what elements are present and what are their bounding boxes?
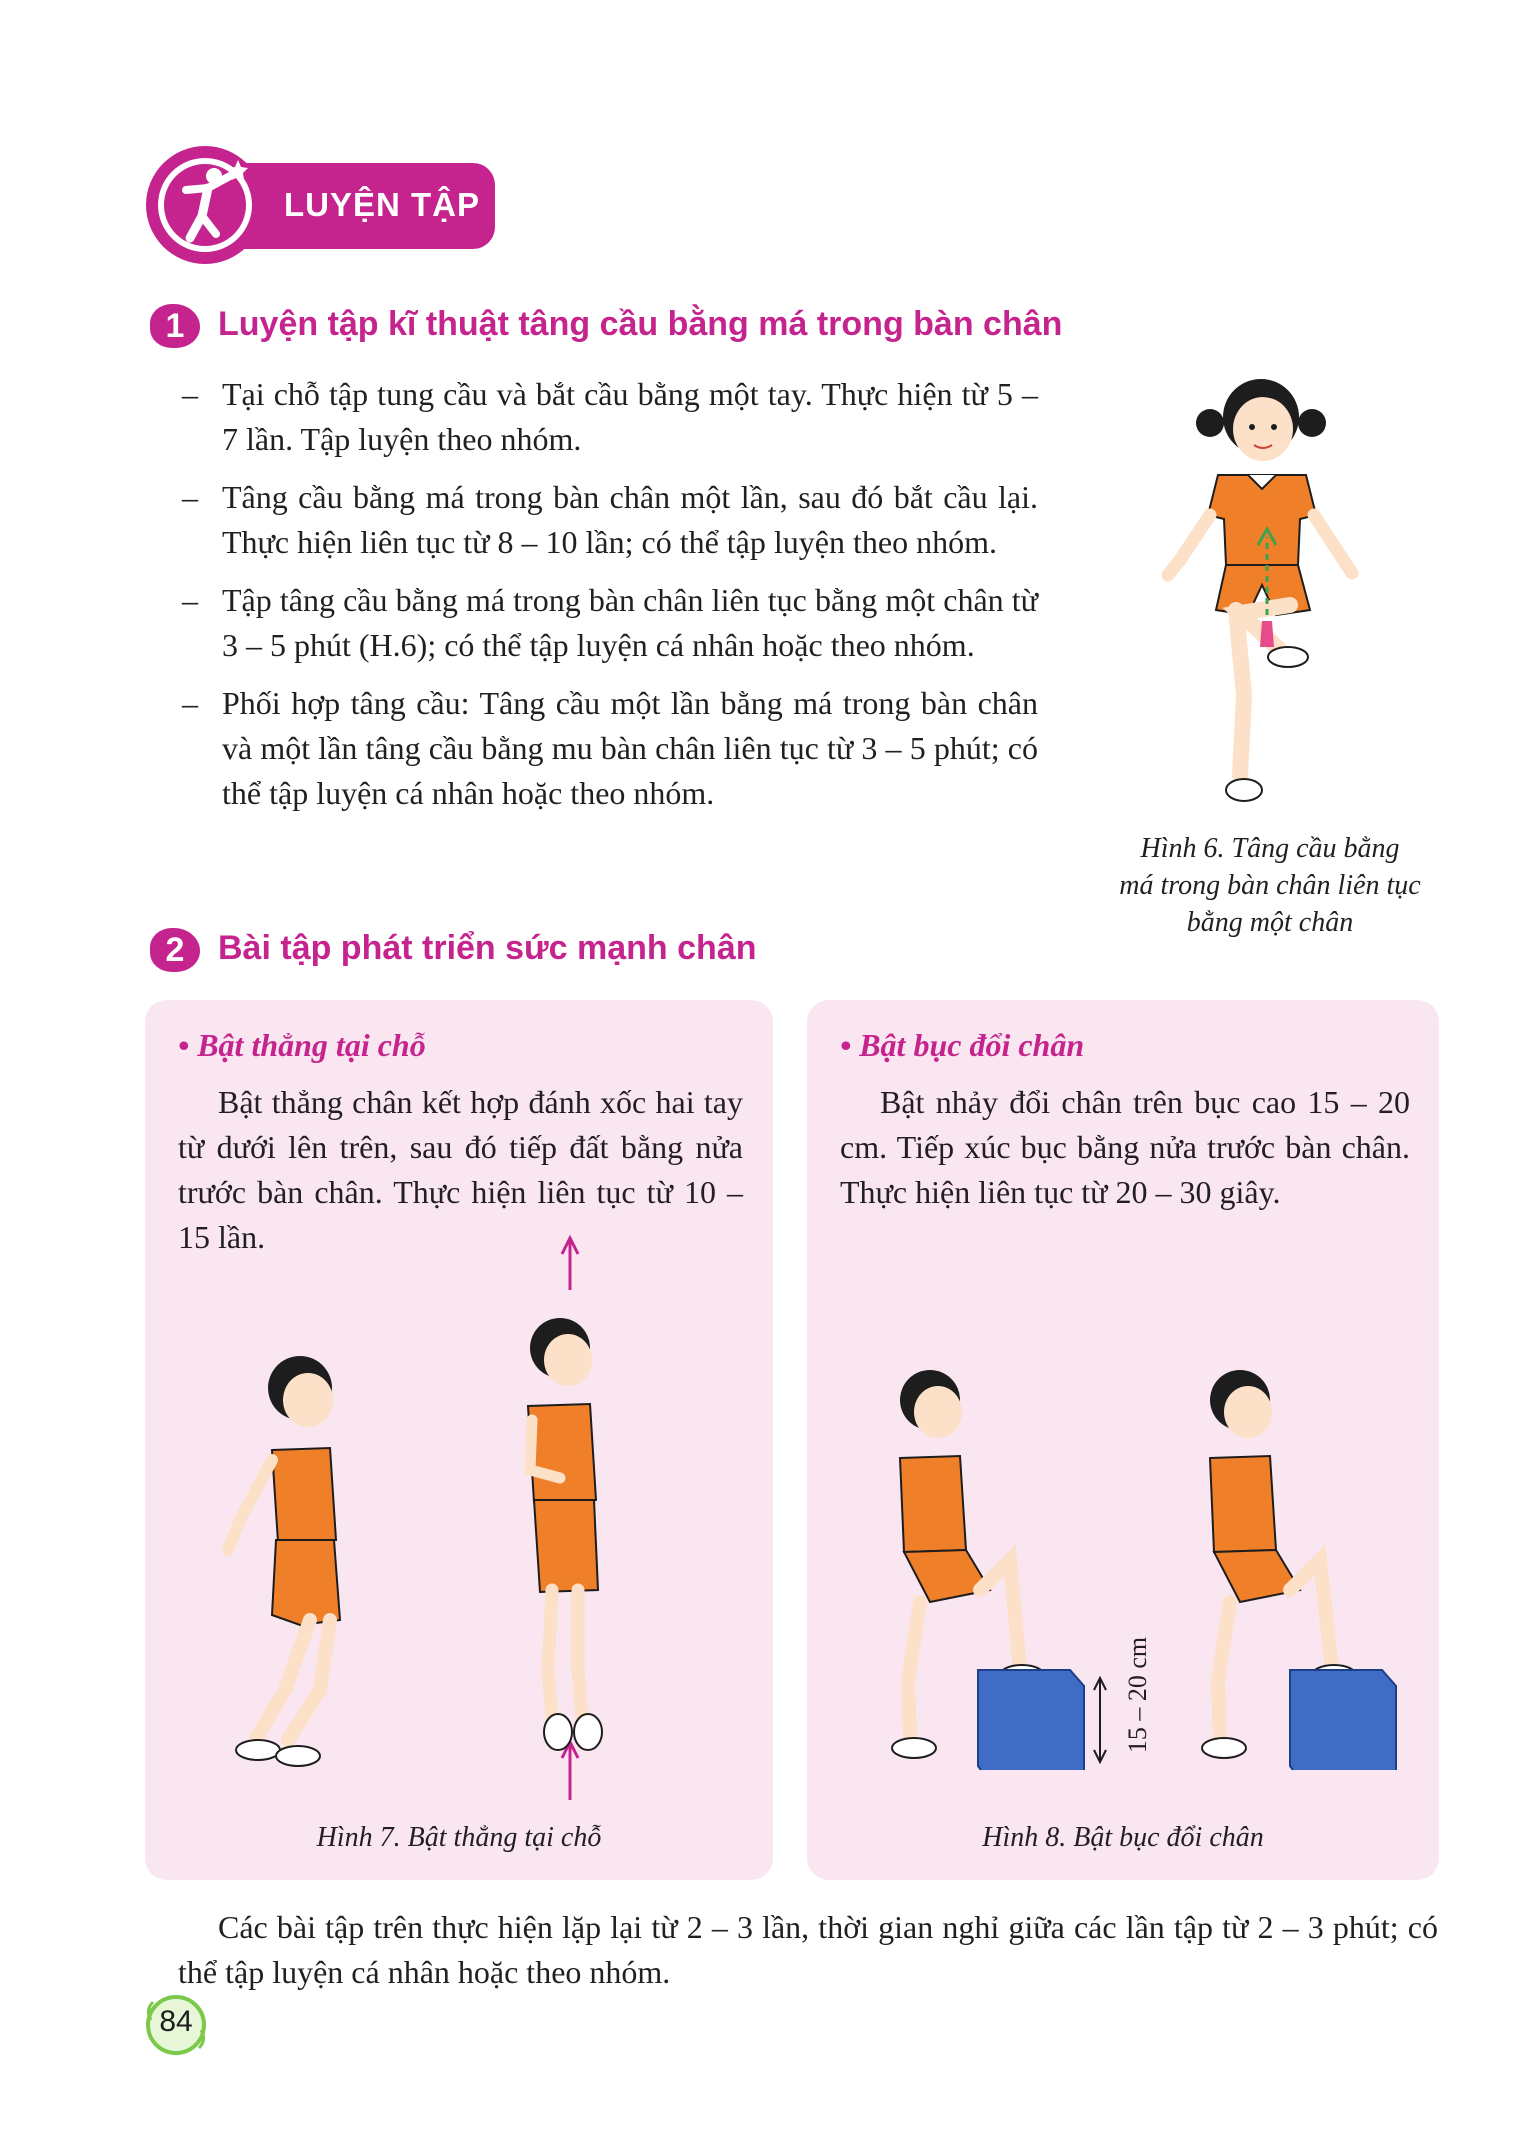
- bullet-dash: –: [182, 479, 198, 515]
- footer-text: Các bài tập trên thực hiện lặp lại từ 2 – 3 lần, thời gian nghỉ giữa các lần tập từ 2 – 3 phút; có thể tập luyện cá nhân hoặc theo nhóm.: [178, 1909, 1438, 1990]
- athlete-icon: [146, 146, 264, 264]
- left-panel-heading: • Bật thẳng tại chỗ: [178, 1027, 426, 1063]
- bullet-text: Tâng cầu bằng má trong bàn chân một lần, sau đó bắt cầu lại. Thực hiện liên tục từ 8 – 10 lần; có thể tập luyện theo nhóm.: [222, 479, 1038, 560]
- left-panel-text: Bật thẳng chân kết hợp đánh xốc hai tay từ dưới lên trên, sau đó tiếp đất bằng nửa trước bàn chân. Thực hiện liên tục từ 10 – 15 lần.: [178, 1084, 743, 1255]
- bullet-dash: –: [182, 582, 198, 618]
- bullet-text: Phối hợp tâng cầu: Tâng cầu một lần bằng má trong bàn chân và một lần tâng cầu bằng mu bàn chân liên tục từ 3 – 5 phút; có thể tập luyện cá nhân hoặc theo nhóm.: [222, 685, 1038, 811]
- right-panel-text: Bật nhảy đổi chân trên bục cao 15 – 20 cm. Tiếp xúc bục bằng nửa trước bàn chân. Thực hiện liên tục từ 20 – 30 giây.: [840, 1084, 1410, 1210]
- section-1-number: 1: [150, 304, 200, 348]
- page-number: 84: [159, 2005, 193, 2038]
- figure-8-caption: Hình 8. Bật bục đổi chân: [982, 1822, 1264, 1853]
- section-2-title: Bài tập phát triển sức mạnh chân: [218, 929, 757, 967]
- bullet-item: [178, 578, 1038, 668]
- banner-title: LUYỆN TẬP: [284, 186, 481, 223]
- figure-7-caption: Hình 7. Bật thẳng tại chỗ: [316, 1822, 602, 1853]
- section-2-number: 2: [150, 928, 200, 972]
- section-1-title: Luyện tập kĩ thuật tâng cầu bằng má trong bàn chân: [218, 305, 1063, 343]
- bullet-text: Tại chỗ tập tung cầu và bắt cầu bằng một tay. Thực hiện từ 5 – 7 lần. Tập luyện theo nhóm.: [222, 376, 1038, 457]
- bullet-text: Tập tâng cầu bằng má trong bàn chân liên tục bằng một chân từ 3 – 5 phút (H.6); có thể tập luyện cá nhân hoặc theo nhóm.: [222, 582, 1038, 663]
- height-label-wrapper: [1118, 1620, 1158, 1780]
- height-label: 15 – 20 cm: [1123, 1636, 1152, 1754]
- figure-7-illustration: [210, 1220, 630, 1800]
- figure-6-caption-line: bằng một chân: [1186, 907, 1354, 938]
- figure-6-caption: [1090, 830, 1450, 941]
- figure-6-caption-line: má trong bàn chân liên tục: [1119, 870, 1421, 901]
- right-panel-heading: • Bật bục đổi chân: [840, 1027, 1085, 1063]
- bullet-item: [178, 372, 1038, 462]
- figure-6-illustration: [1140, 365, 1380, 815]
- bullet-item: [178, 475, 1038, 565]
- section-1-bullets: [178, 372, 1038, 829]
- figure-6-caption-line: Hình 6. Tâng cầu bằng: [1140, 833, 1400, 864]
- bullet-dash: –: [182, 685, 198, 721]
- bullet-dash: –: [182, 376, 198, 412]
- bullet-item: [178, 681, 1038, 816]
